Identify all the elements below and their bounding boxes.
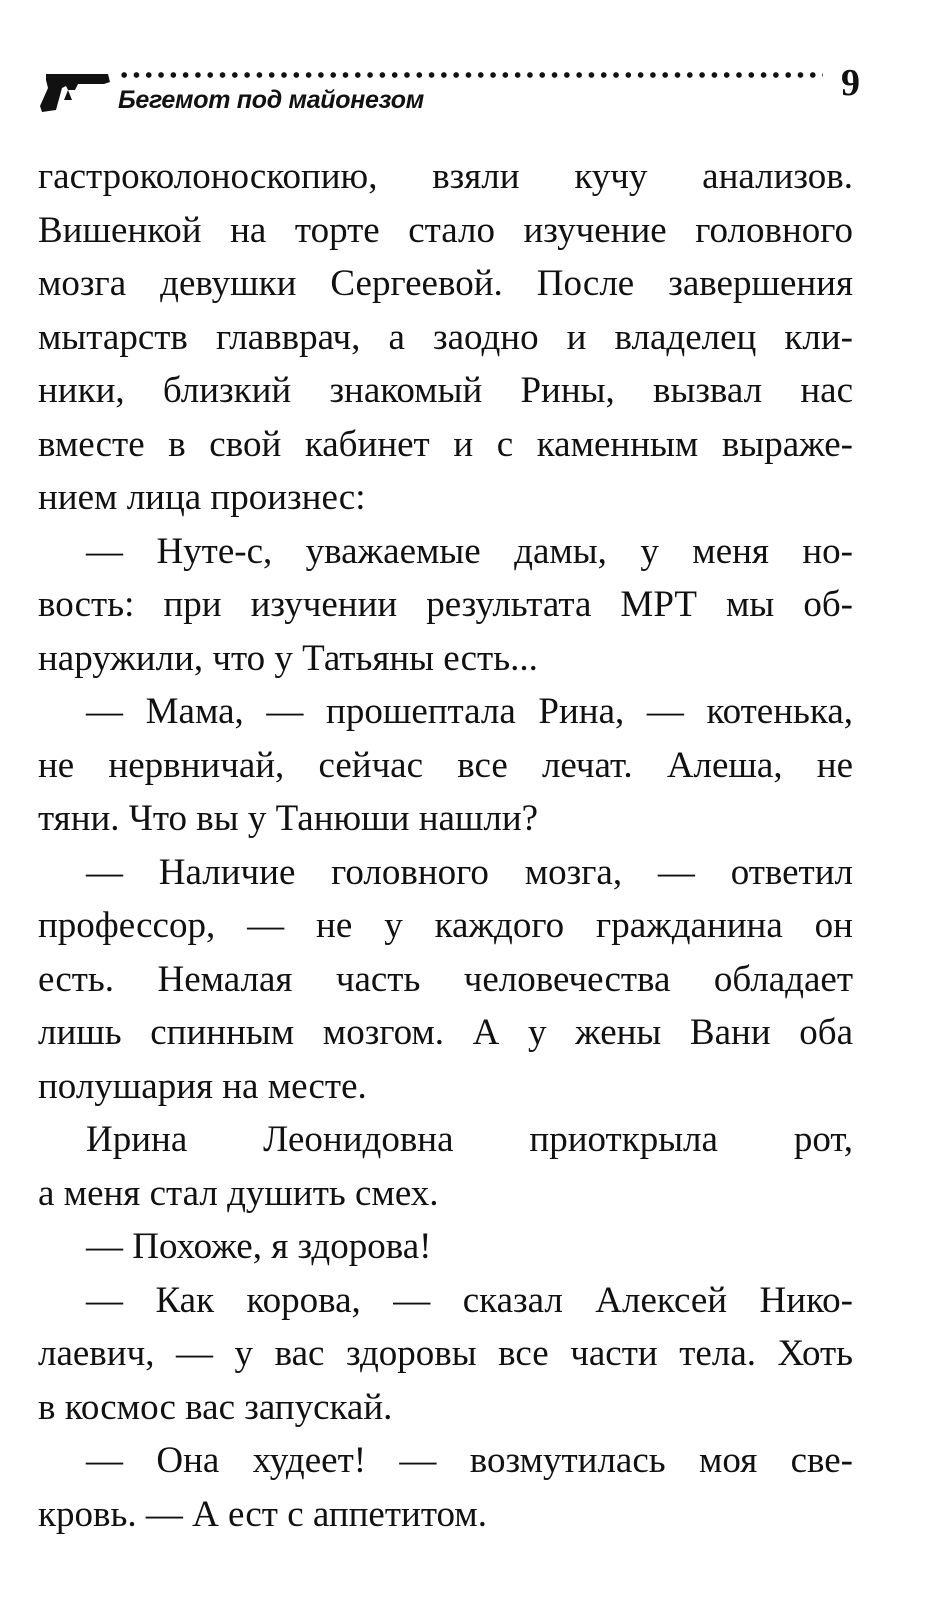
- page-header: [38, 62, 860, 132]
- text-line: нием лица произнес:: [38, 477, 366, 518]
- text-line: мозга девушки Сергеевой. После завершения: [38, 263, 853, 304]
- text-line: — Мама, — прошептала Рина, — котенька,: [86, 691, 853, 732]
- text-line: а меня стал душить смех.: [38, 1172, 439, 1214]
- text-line: Вишенкой на торте стало изучение головного: [38, 209, 853, 251]
- text-line: профессор, — не у каждого гражданина он: [38, 905, 853, 946]
- text-line: ники, близкий знакомый Рины, вызвал нас: [38, 370, 853, 411]
- pistol-icon: [38, 70, 112, 114]
- text-line: есть. Немалая часть человечества обладает: [38, 958, 853, 1000]
- body-text: [38, 150, 853, 1541]
- text-line: — Нуте-с, уважаемые дамы, у меня но-: [86, 530, 853, 572]
- text-line: — Как корова, — сказал Алексей Нико-: [86, 1279, 853, 1321]
- page-number: 9: [841, 62, 860, 104]
- text-line: кровь. — А ест с аппетитом.: [38, 1493, 487, 1535]
- text-line: мытарств главврач, а заодно и владелец кли-: [38, 316, 853, 358]
- text-line: наружили, что у Татьяны есть...: [38, 637, 538, 679]
- text-line: Ирина Леонидовна приоткрыла рот,: [86, 1119, 853, 1160]
- header-dotted-rule: [118, 68, 823, 82]
- text-line: тяни. Что вы у Танюши нашли?: [38, 798, 539, 839]
- text-line: — Похоже, я здорова!: [86, 1226, 432, 1267]
- running-title: Бегемот под майонезом: [118, 86, 424, 114]
- text-line: вость: при изучении результата МРТ мы об-: [38, 584, 853, 625]
- text-line: полушария на месте.: [38, 1065, 367, 1107]
- text-line: лишь спинным мозгом. А у жены Вани оба: [38, 1012, 853, 1053]
- text-line: — Наличие головного мозга, — ответил: [86, 851, 853, 893]
- text-line: — Она худеет! — возмутилась моя све-: [86, 1440, 853, 1481]
- text-line: вместе в свой кабинет и с каменным выраже-: [38, 423, 853, 465]
- text-line: в космос вас запускай.: [38, 1386, 393, 1428]
- text-line: лаевич, — у вас здоровы все части тела. Хоть: [38, 1333, 853, 1374]
- text-line: гастроколоноскопию, взяли кучу анализов.: [38, 156, 853, 197]
- text-line: не нервничай, сейчас все лечат. Алеша, не: [38, 744, 853, 786]
